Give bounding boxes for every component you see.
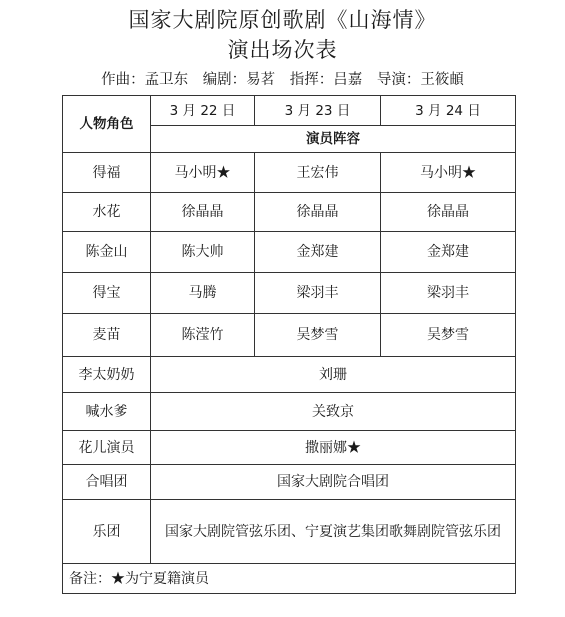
cast-cell: 马小明★	[151, 153, 255, 193]
cast-cell-merged: 关致京	[151, 393, 516, 431]
table-row	[63, 193, 516, 232]
credit-composer: 作曲：孟卫东	[101, 72, 189, 88]
table-row	[63, 153, 516, 193]
cast-cell-merged: 撒丽娜★	[151, 431, 516, 465]
cast-cell: 马小明★	[381, 153, 516, 193]
cast-cell: 金郑建	[255, 232, 381, 273]
role-cell: 陈金山	[63, 232, 151, 273]
cast-cell: 金郑建	[381, 232, 516, 273]
credit-librettist: 编剧：易茗	[202, 72, 276, 88]
cast-cell-merged: 刘珊	[151, 357, 516, 393]
cast-cell: 陈滢竹	[151, 314, 255, 357]
cast-cell: 徐晶晶	[255, 193, 381, 232]
role-cell: 花儿演员	[63, 431, 151, 465]
role-cell: 水花	[63, 193, 151, 232]
cast-cell: 徐晶晶	[151, 193, 255, 232]
table-row	[63, 431, 516, 465]
table-row	[63, 232, 516, 273]
credit-conductor: 指挥：吕嘉	[289, 72, 363, 88]
role-cell: 得福	[63, 153, 151, 193]
credits-line	[0, 70, 565, 90]
cast-cell-merged: 国家大剧院管弦乐团、宁夏演艺集团歌舞剧院管弦乐团	[151, 500, 516, 564]
page-title: 国家大剧院原创歌剧《山海情》	[128, 8, 437, 32]
role-cell: 乐团	[63, 500, 151, 564]
cast-header: 演员阵容	[151, 126, 516, 153]
cast-cell: 陈大帅	[151, 232, 255, 273]
cast-cell: 马腾	[151, 273, 255, 314]
table-row	[63, 465, 516, 500]
date-header-1: 3 月 22 日	[151, 96, 255, 126]
cast-cell-merged: 国家大剧院合唱团	[151, 465, 516, 500]
credit-director: 导演：王筱頔	[376, 72, 464, 88]
role-cell: 麦苗	[63, 314, 151, 357]
date-header-3: 3 月 24 日	[381, 96, 516, 126]
table-row	[63, 314, 516, 357]
cast-cell: 梁羽丰	[255, 273, 381, 314]
role-cell: 李太奶奶	[63, 357, 151, 393]
table-row	[63, 273, 516, 314]
table-row	[63, 500, 516, 564]
cast-cell: 王宏伟	[255, 153, 381, 193]
page-subtitle: 演出场次表	[227, 38, 338, 62]
role-header: 人物角色	[63, 96, 151, 153]
table-row	[63, 393, 516, 431]
role-cell: 得宝	[63, 273, 151, 314]
table-note: 备注：★为宁夏籍演员	[63, 564, 516, 594]
date-header-2: 3 月 23 日	[255, 96, 381, 126]
role-cell: 合唱团	[63, 465, 151, 500]
schedule-table	[62, 95, 516, 594]
cast-cell: 吴梦雪	[381, 314, 516, 357]
cast-cell: 吴梦雪	[255, 314, 381, 357]
role-cell: 喊水爹	[63, 393, 151, 431]
cast-cell: 梁羽丰	[381, 273, 516, 314]
table-row	[63, 357, 516, 393]
cast-cell: 徐晶晶	[381, 193, 516, 232]
